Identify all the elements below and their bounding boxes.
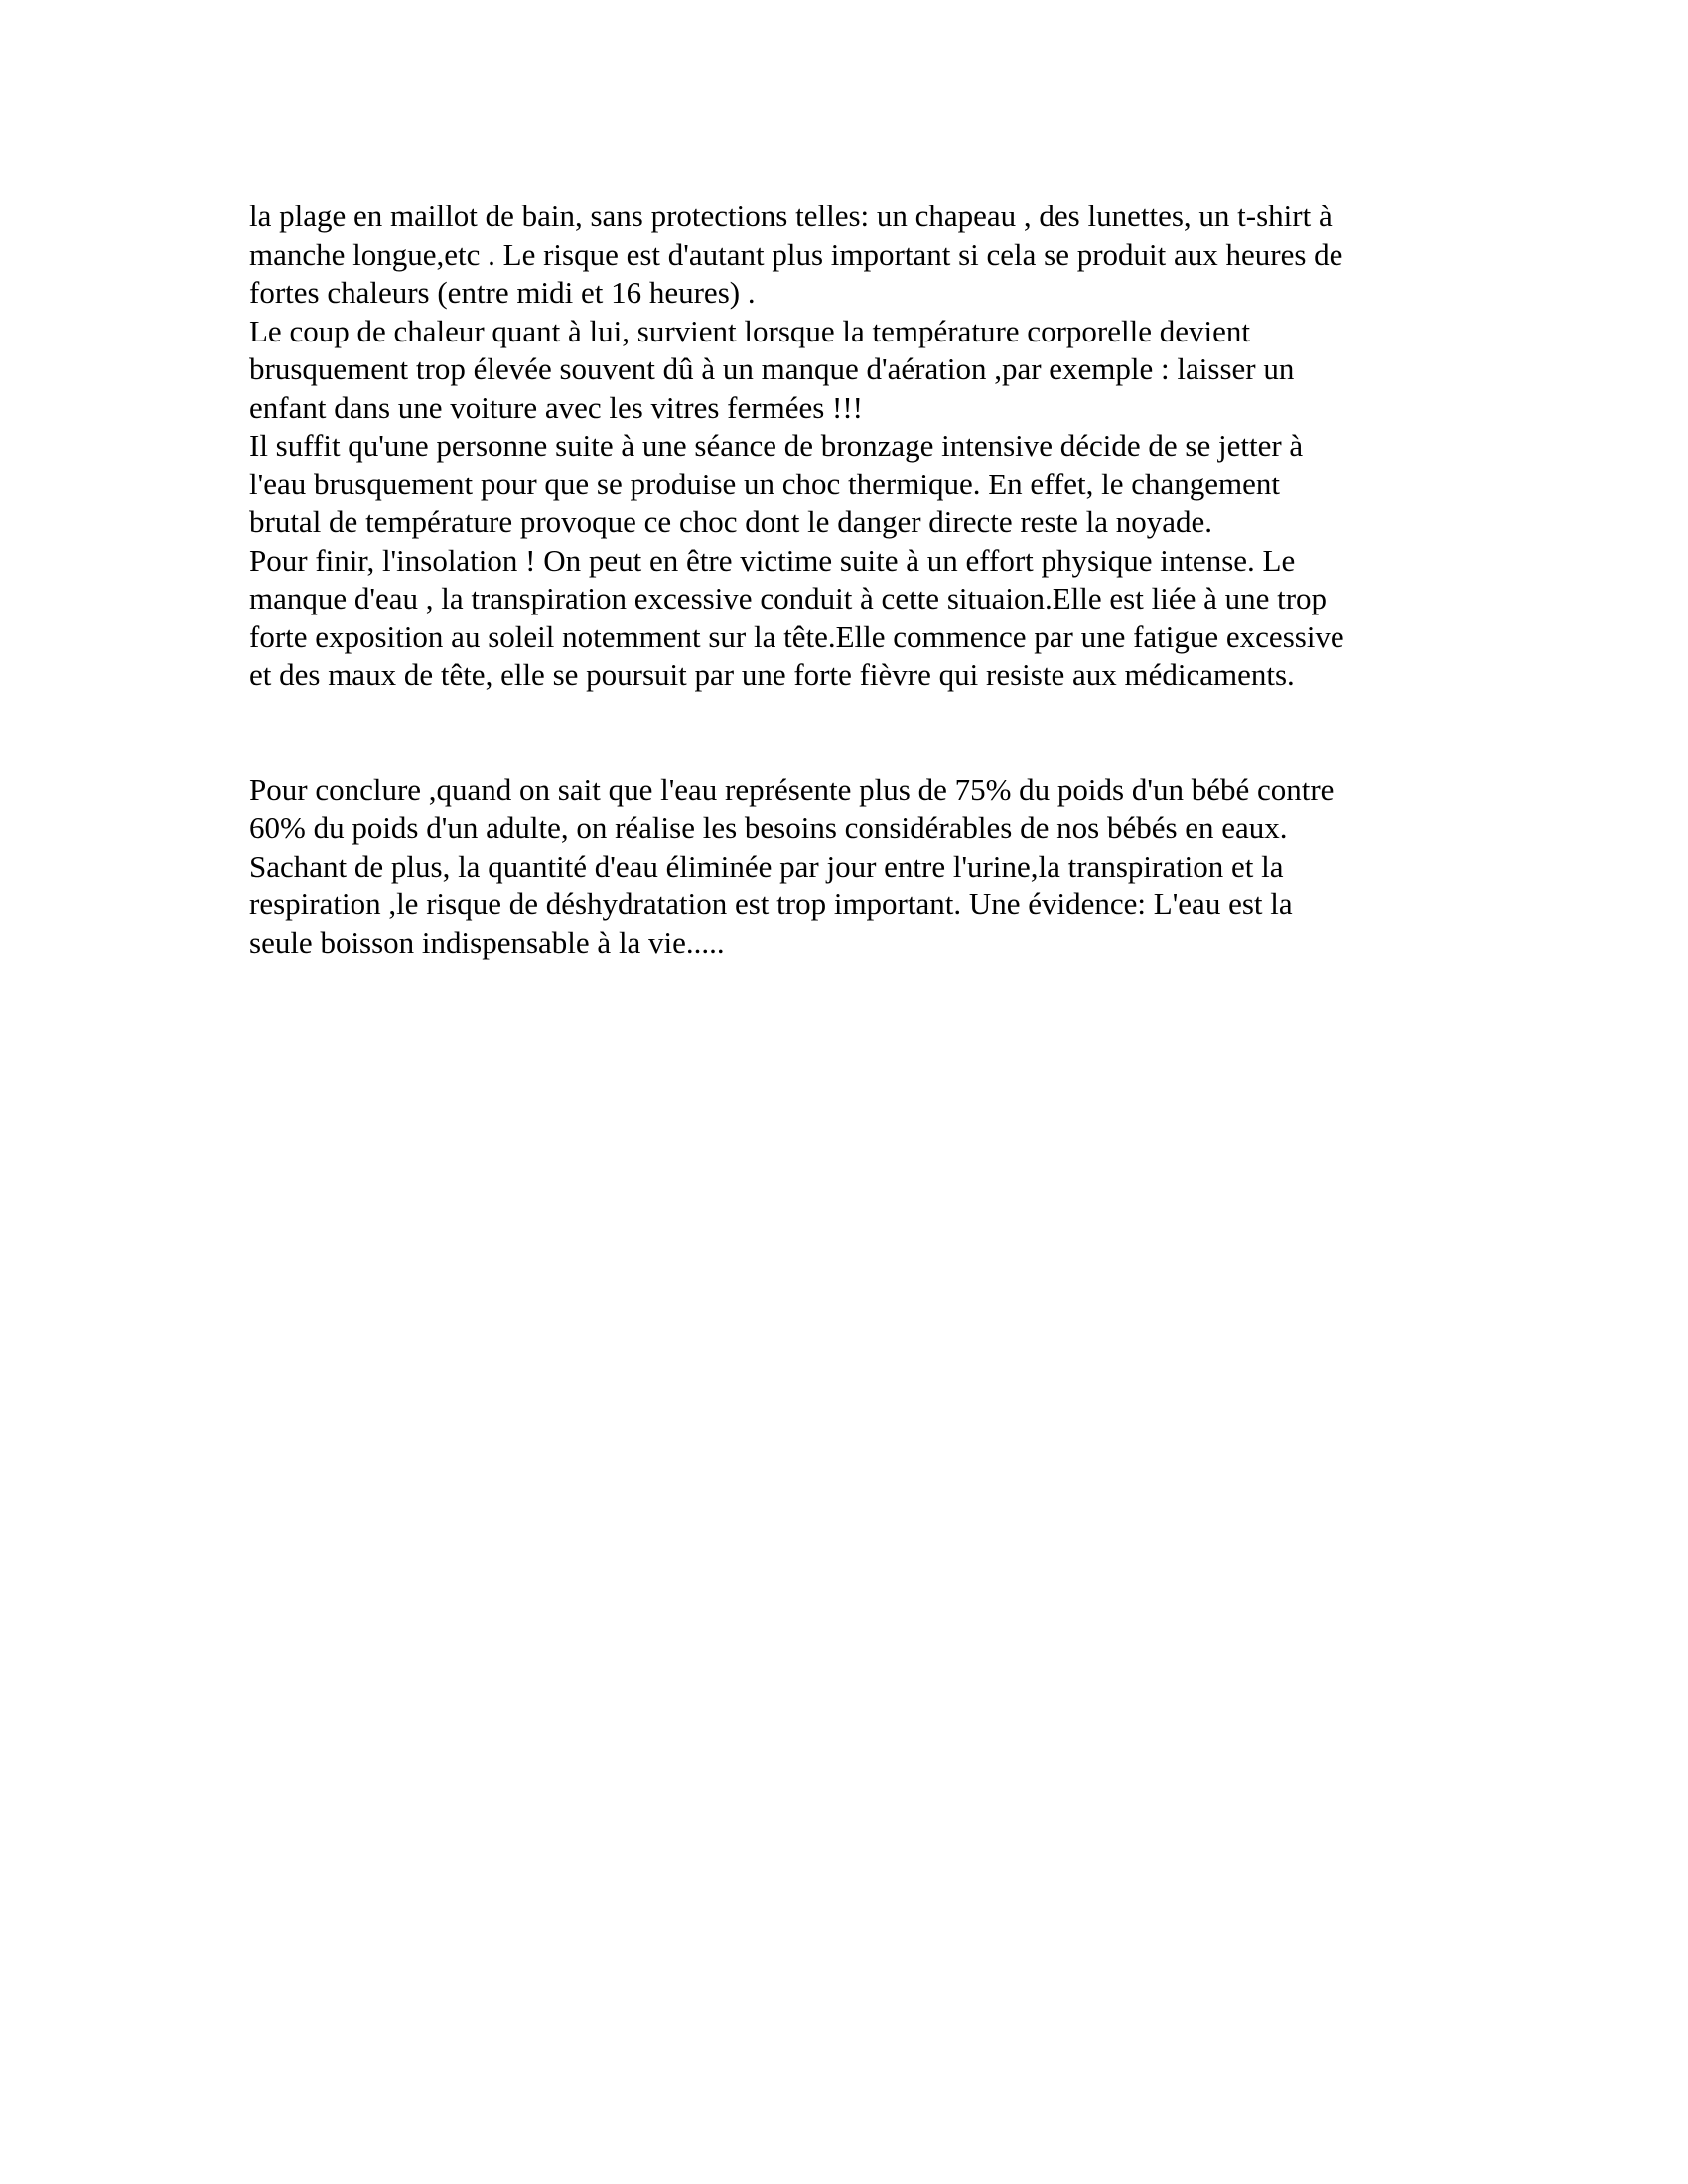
text-line: fortes chaleurs (entre midi et 16 heures) . [249,275,756,310]
text-line: Il suffit qu'une personne suite à une séance de bronzage intensive décide de se jetter à [249,428,1304,463]
text-line: Le coup de chaleur quant à lui, survient lorsque la température corporelle devient [249,313,1250,348]
text-line: et des maux de tête, elle se poursuit par une forte fièvre qui resiste aux médicaments. [249,657,1295,692]
text-line: l'eau brusquement pour que se produise un choc thermique. En effet, le changement [249,466,1281,501]
text-line: Pour finir, l'insolation ! On peut en être victime suite à un effort physique intense. Le [249,542,1296,578]
document-body [249,198,1480,962]
text-line: manque d'eau , la transpiration excessive conduit à cette situaion.Elle est liée à une trop [249,581,1328,615]
text-line: manche longue,etc . Le risque est d'autant plus important si cela se produit aux heures de [249,236,1343,272]
text-line: forte exposition au soleil notemment sur la tête.Elle commence par une fatigue excessive [249,618,1344,654]
paragraph-spacer [249,695,1480,771]
text-line: brusquement trop élevée souvent dû à un manque d'aération ,par exemple : laisser un [249,351,1295,386]
text-line: brutal de température provoque ce choc dont le danger directe reste la noyade. [249,504,1213,539]
text-line: enfant dans une voiture avec les vitres fermées !!! [249,389,864,425]
text-line: respiration ,le risque de déshydratation est trop important. Une évidence: L'eau est la [249,887,1293,921]
text-line: la plage en maillot de bain, sans protections telles: un chapeau , des lunettes, un t-shirt à [249,199,1333,233]
text-line: 60% du poids d'un adulte, on réalise les besoins considérables de nos bébés en eaux. [249,810,1288,845]
text-line: Pour conclure ,quand on sait que l'eau représente plus de 75% du poids d'un bébé contre [249,771,1335,807]
text-line: seule boisson indispensable à la vie..... [249,924,725,960]
text-line: Sachant de plus, la quantité d'eau éliminée par jour entre l'urine,la transpiration et la [249,848,1284,884]
